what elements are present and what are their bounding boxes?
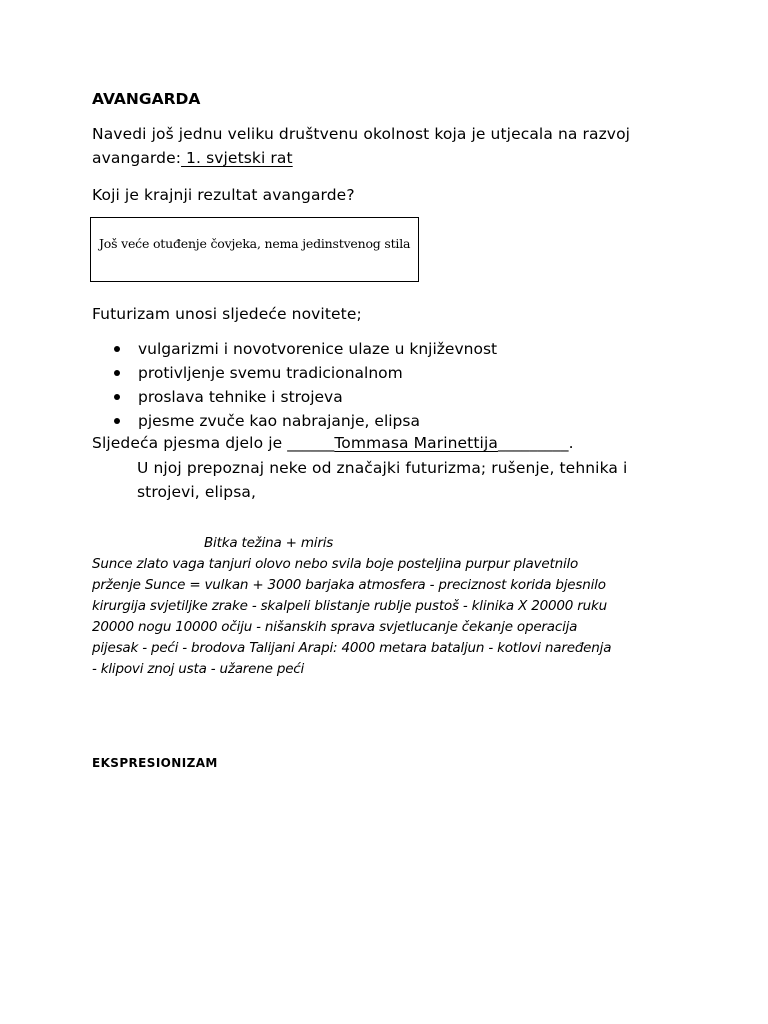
poem-author-end: .: [568, 434, 574, 452]
poem-author-line: [92, 434, 574, 452]
question-1-answer: 1. svjetski rat: [181, 149, 293, 167]
question-2: Koji je krajnji rezultat avangarde?: [92, 186, 355, 204]
bullet-icon: [114, 346, 120, 352]
list-item: pjesme zvuče kao nabrajanje, elipsa: [112, 411, 497, 435]
answer-box: [90, 217, 419, 282]
poem-author-prefix: Sljedeća pjesma djelo je ______: [92, 434, 335, 452]
list-item: proslava tehnike i strojeva: [112, 387, 497, 411]
poem-line: Sunce zlato vaga tanjuri olovo nebo svila boje posteljina purpur plavetnilo: [92, 556, 579, 572]
poem-author: Tommasa Marinettija: [334, 434, 498, 452]
section-heading: EKSPRESIONIZAM: [92, 756, 218, 770]
futurizam-intro: Futurizam unosi sljedeće novitete;: [92, 305, 362, 323]
poem-line: kirurgija svjetiljke zrake - skalpeli blistanje rublje pustoš - klinika X 20000 ruku: [92, 598, 607, 614]
question-2-answer: Još veće otuđenje čovjeka, nema jedinstvenog stila: [99, 236, 411, 251]
poem-line: prženje Sunce = vulkan + 3000 barjaka atmosfera - preciznost korida bjesnilo: [92, 577, 606, 593]
poem-line: - klipovi znoj usta - užarene peći: [92, 661, 305, 677]
question-1-prefix: avangarde:: [92, 149, 182, 167]
futurizam-list: [112, 339, 497, 435]
poem-line: 20000 nogu 10000 očiju - nišanskih sprava svjetlucanje čekanje operacija: [92, 619, 578, 635]
bullet-icon: [114, 394, 120, 400]
instruction-line-2: strojevi, elipsa,: [137, 483, 257, 501]
poem-line: pijesak - peći - brodova Talijani Arapi: 4000 metara bataljun - kotlovi naređenja: [92, 640, 612, 656]
bullet-icon: [114, 418, 120, 424]
list-item: protivljenje svemu tradicionalnom: [112, 363, 497, 387]
bullet-icon: [114, 370, 120, 376]
instruction-line-1: U njoj prepoznaj neke od značajki futurizma; rušenje, tehnika i: [137, 459, 628, 477]
poem-title: Bitka težina + miris: [204, 535, 334, 551]
question-1-line-2: [92, 149, 293, 167]
poem-author-blank: _________: [497, 434, 569, 452]
question-1-line-1: Navedi još jednu veliku društvenu okolnost koja je utjecala na razvoj: [92, 125, 631, 143]
list-item: vulgarizmi i novotvorenice ulaze u književnost: [112, 339, 497, 363]
document-title: AVANGARDA: [92, 90, 201, 108]
